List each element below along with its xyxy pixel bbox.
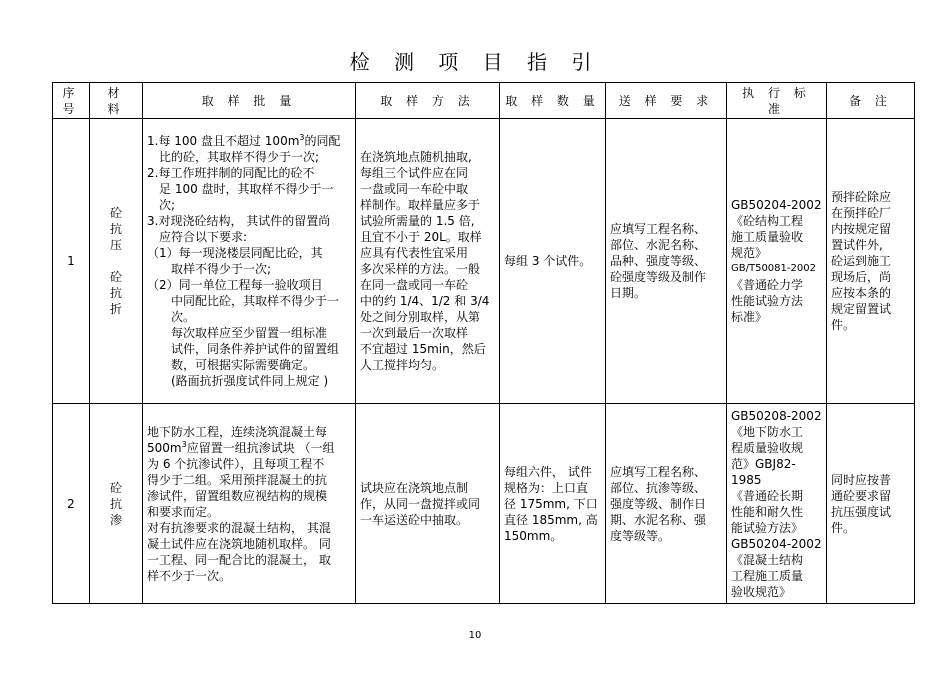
standard-line: 规范》 [731,246,768,260]
standard-line: GB50204-2002 [731,198,822,212]
quantity-line: 径 175mm, 下口 [504,496,598,511]
material-line: 折 [109,302,122,316]
row-requirement [606,119,727,404]
row-method [356,404,500,604]
remark-line: 砼运到施工 [831,254,892,268]
standard-line: GB50208-2002 [731,408,822,423]
quantity-line: 150mm。 [504,528,563,543]
row-material [90,404,143,604]
method-line: 中的约 1/4、1/2 和 3/4 [360,294,490,308]
batch-line: 中同配比砼，其取样不得少于一 [171,294,340,308]
requirement-line: 部位、水泥名称、 [610,238,707,252]
row-quantity [500,404,606,604]
batch-line: 样不少于一次。 [147,568,232,583]
standard-line: 能试验方法》 [731,520,804,535]
remark-line: 在预拌砼厂 [831,206,892,220]
requirement-line: 应填写工程名称、 [610,222,707,236]
requirement-line: 强度等级、制作日 [610,496,707,511]
remark-line: 应按本条的 [831,286,892,300]
row-remark [827,404,915,604]
material-line: 抗 [109,286,122,300]
standard-line: 《砼结构工程 [731,214,804,228]
header-batch: 取 样 批 量 [143,83,356,119]
method-line: 多次采样的方法。一般 [360,262,481,276]
row-standard [727,404,827,604]
header-material: 材 料 [90,83,143,119]
method-line: 在同一盘或同一车砼 [360,278,469,292]
batch-line: （1）每一现浇楼层同配比砼，其 [147,246,323,260]
header-standard: 执 行 标 准 [727,83,827,119]
row-no: 2 [53,404,90,604]
method-line: 且宜不小于 20L。取样 [360,230,482,244]
row-requirement [606,404,727,604]
method-line: 作，从同一盘搅拌或同 [360,496,481,511]
material-line: 抗 [109,222,122,236]
standard-line: GB50204-2002 [731,536,822,551]
remark-line: 规定留置试 [831,302,892,316]
standard-line: GB/T50081-2002 [731,263,816,274]
batch-line: 对有抗渗要求的混凝土结构， 其混 [147,520,331,535]
material-line: 砼 [109,270,122,284]
row-material [90,119,143,404]
batch-line: 1.每 100 盘且不超过 $100m^3$的同配 [147,133,341,148]
method-line: 试块应在浇筑地点制 [360,480,469,495]
requirement-line: 应填写工程名称、 [610,464,707,479]
batch-line: 应符合以下要求: [159,230,248,244]
batch-line: 取样不得少于一次; [171,262,272,276]
table-row [53,404,915,604]
material-line: 砼 [109,206,122,220]
standard-line: 范》GBJ82-1985 [731,456,796,487]
batch-line: 每次取样应至少留置一组标准 [171,326,328,340]
batch-line: $500m^3$应留置一组抗渗试块 （一组 [147,439,335,455]
standard-line: 《普通砼长期 [731,488,804,503]
inspection-table [52,82,915,604]
batch-line: 和要求而定。 [147,504,220,519]
remark-line: 预拌砼除应 [831,190,892,204]
requirement-line: 期、水泥名称、强 [610,512,707,527]
header-no: 序 号 [53,83,90,119]
batch-line: 地下防水工程，连续浇筑混凝土每 [147,424,328,439]
standard-line: 性能和耐久性 [731,504,804,519]
row-no: 1 [53,119,90,404]
batch-line: 数，可根据实际需要确定。 [171,358,316,372]
method-line: 试验所需量的 1.5 倍, [360,214,475,228]
batch-line: (路面抗折强度试件同上规定 ) [171,374,329,388]
batch-line: 比的砼，其取样不得少于一次; [159,150,320,164]
method-line: 每组三个试件应在同 [360,166,469,180]
method-line: 一次到最后一次取样 [360,326,469,340]
row-method [356,119,500,404]
quantity-line: 规格为：上口直 [504,480,589,495]
method-line: 处之间分别取样，从第 [360,310,481,324]
page-title: 检 测 项 目 指 引 [349,50,601,74]
batch-line: 得少于二组。采用预拌混凝土的抗 [147,472,328,487]
table-row [53,119,915,404]
header-row [53,83,915,119]
remark-line: 现场后，尚 [831,270,892,284]
row-batch [143,404,356,604]
requirement-line: 部位、抗渗等级、 [610,480,707,495]
method-line: 一车运送砼中抽取。 [360,512,469,527]
quantity-line: 每组六件， 试件 [504,464,592,479]
batch-line: 凝土试件应在浇筑地随机取样。 同 [147,536,331,551]
requirement-line: 品种、强度等级、 [610,254,707,268]
row-quantity: 每组 3 个试件。 [500,119,606,404]
standard-line: 程质量验收规 [731,440,804,455]
remark-line: 抗压强度试 [831,504,892,519]
method-line: 在浇筑地点随机抽取, [360,150,472,164]
remark-line: 同时应按普 [831,472,892,487]
material-line [94,253,138,269]
material-line: 渗 [109,512,122,527]
standard-line: 标准》 [731,310,768,324]
standard-line: 《地下防水工 [731,424,804,439]
batch-line: 为 6 个抗渗试件），且每项工程不 [147,456,325,471]
header-requirement: 送 样 要 求 [606,83,727,119]
batch-line: 一工程、同一配合比的混凝土， 取 [147,552,331,567]
method-line: 不宜超过 15min，然后 [360,342,486,356]
standard-line: 验收规范》 [731,584,792,599]
batch-line: 次。 [171,310,196,324]
material-line: 砼 [109,480,122,495]
standard-line: 工程施工质量 [731,568,804,583]
requirement-line: 砼强度等级及制作 [610,270,707,284]
standard-line: 《普通砼力学 [731,278,804,292]
batch-line: （2）同一单位工程每一验收项目 [147,278,323,292]
batch-line: 足 100 盘时，其取样不得少于一 [159,182,334,196]
standard-line: 施工质量验收 [731,230,804,244]
requirement-line: 度等级等。 [610,528,671,543]
material-line: 压 [109,238,122,252]
batch-line: 3.对现浇砼结构， 其试件的留置尚 [147,214,331,228]
header-remark: 备 注 [827,83,915,119]
page-number: 10 [468,630,482,641]
remark-line: 件。 [831,520,856,535]
remark-line: 件。 [831,318,856,332]
standard-line: 《混凝土结构 [731,552,804,567]
remark-line: 通砼要求留 [831,488,892,503]
method-line: 应具有代表性宜采用 [360,246,469,260]
row-standard [727,119,827,404]
row-batch [143,119,356,404]
remark-line: 置试件外, [831,238,883,252]
header-quantity: 取 样 数 量 [500,83,606,119]
remark-line: 内按规定留 [831,222,892,236]
row-remark [827,119,915,404]
batch-line: 渗试件，留置组数应视结构的规模 [147,488,328,503]
method-line: 一盘或同一车砼中取 [360,182,469,196]
material-line: 抗 [109,496,122,511]
header-method: 取 样 方 法 [356,83,500,119]
batch-line: 试件，同条件养护试件的留置组 [171,342,340,356]
standard-line: 性能试验方法 [731,294,804,308]
requirement-line: 日期。 [610,286,647,300]
quantity-line: 直径 185mm, 高 [504,512,598,527]
method-line: 样制作。取样量应多于 [360,198,481,212]
batch-line: 2.每工作班拌制的同配比的砼不 [147,166,315,180]
method-line: 人工搅拌均匀。 [360,358,445,372]
batch-line: 次; [159,198,176,212]
